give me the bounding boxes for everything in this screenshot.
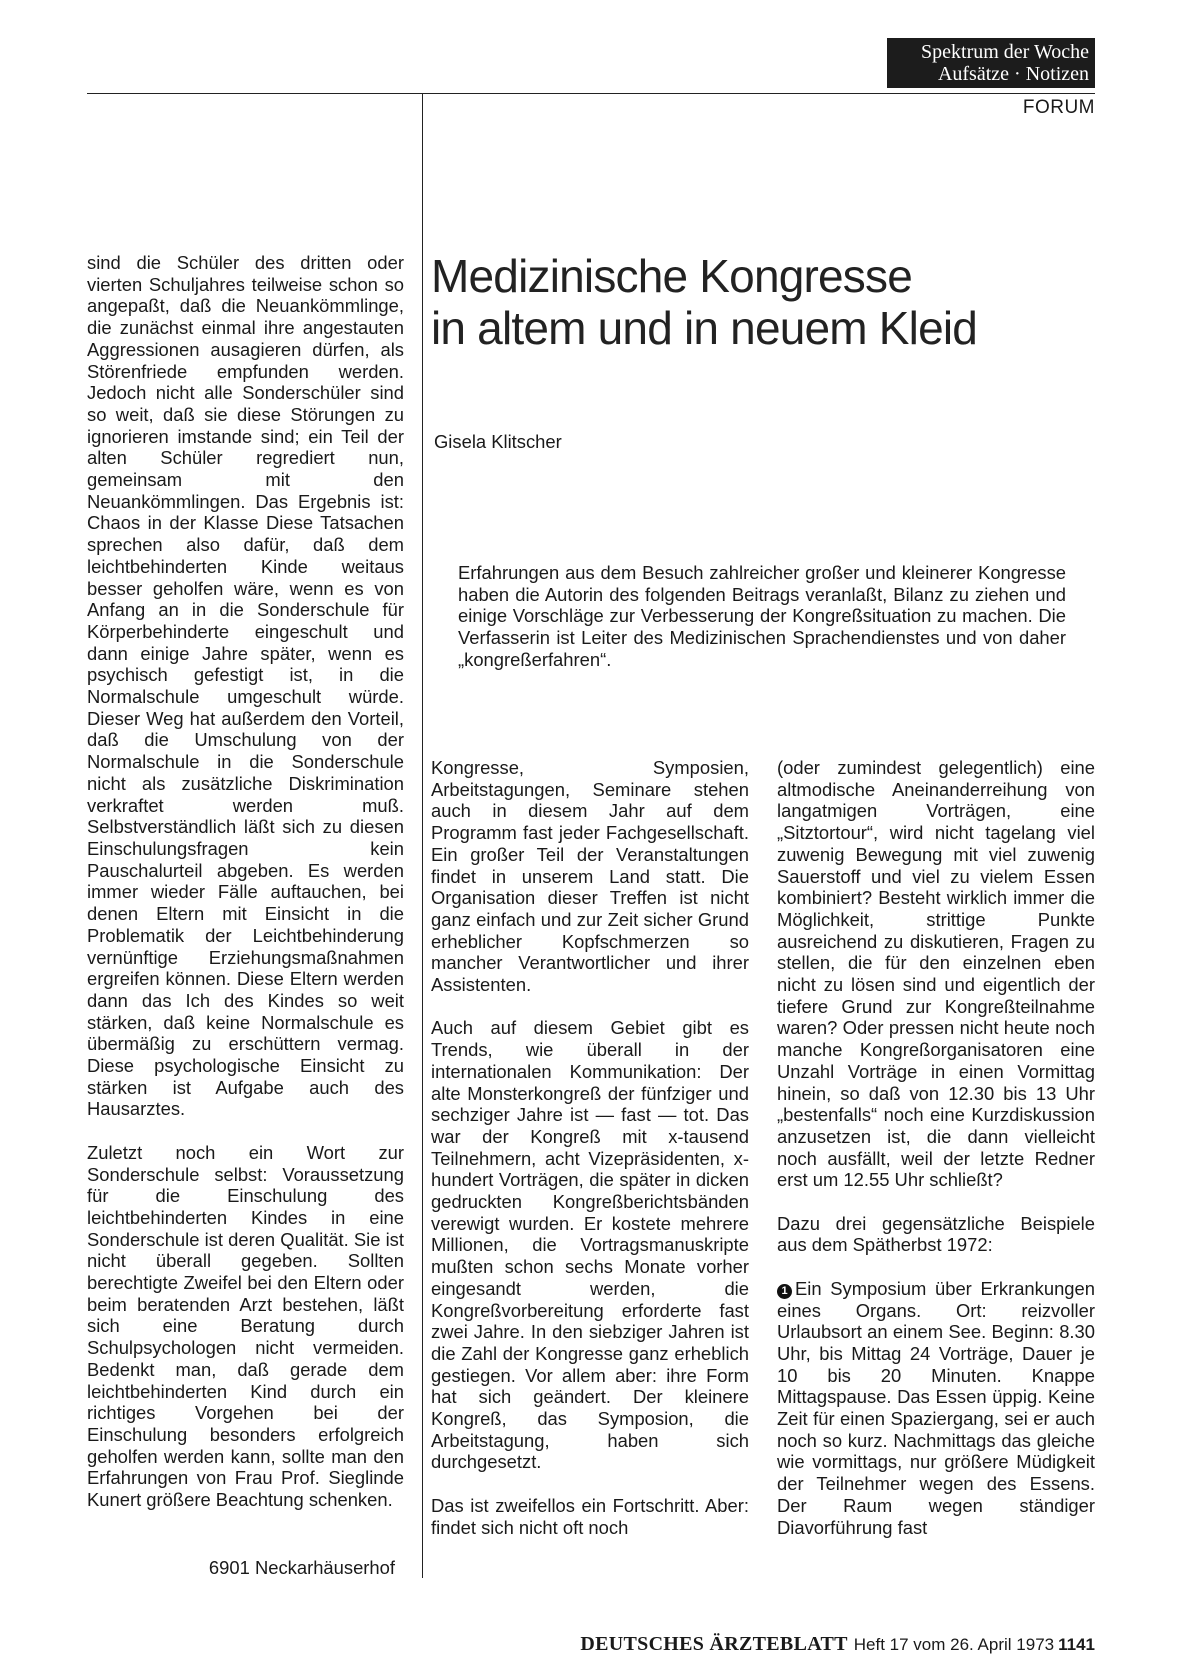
example-paragraph [777, 1278, 1095, 1538]
page-footer [483, 1633, 1095, 1656]
right-paragraph-1: (oder zumindest gelegentlich) eine altmodische Aneinanderreihung von langatmigen Vorträgen, eine „Sitztortour“, wird nicht tagelang viel zuwenig Bewegung mit viel zuwenig Sauerstoff und viel zu vielem Essen kombiniert? Besteht wirklich immer die Möglichkeit, strittige Punkte ausreichend zu diskutieren, Fragen zu stellen, die für den einzelnen eben nicht zu lösen sind und eigentlich der tiefere Grund zur Kongreßteilnahme waren? Oder pressen nicht heute noch manche Kongreßorganisatoren eine Unzahl Vorträge in einen Vormittag hinein, so daß von 12.30 bis 13 Uhr „bestenfalls“ noch eine Kurzdiskussion anzusetzen ist, die dann vielleicht noch ausfällt, weil der letzte Redner erst um 12.55 Uhr schließt? [777, 757, 1095, 1191]
article-title-line2: in altem und in neuem Kleid [431, 302, 978, 354]
article-abstract: Erfahrungen aus dem Besuch zahlreicher großer und kleinerer Kongresse haben die Autorin des folgenden Beitrags veranlaßt, Bilanz zu ziehen und einige Vorschläge zur Verbesserung der Kongreßsituation zu machen. Die Verfasserin ist Leiter des Medizinischen Sprachendienstes und von daher „kongreßerfahren“. [458, 562, 1066, 670]
journal-name: DEUTSCHES ÄRZTEBLATT [580, 1633, 848, 1655]
section-badge-line2: Aufsätze · Notizen [937, 63, 1089, 85]
column-divider [422, 93, 423, 1578]
section-badge-line1: Spektrum der Woche [921, 41, 1089, 63]
rubric-label: FORUM [1022, 97, 1095, 118]
middle-paragraph-2: Auch auf diesem Gebiet gibt es Trends, wie überall in der internationalen Kommunikation: Der alte Monsterkongreß der fünfziger und sechziger Jahre ist — fast — tot. Das war der Kongreß mit x-tausend Teilnehmern, acht Vizepräsidenten, x-hundert Vorträgen, die später in dicken gedruckten Kongreßberichtsbänden verewigt wurden. Er kostete mehrere Millionen, die Vortragsmanuskripte mußten schon sechs Monate vorher eingesandt werden, die Kongreßvorbereitung erforderte fast zwei Jahre. In den siebziger Jahren ist die Zahl der Kongresse ganz erheblich gestiegen. Vor allem aber: ihre Form hat sich geändert. Der kleinere Kongreß, das Symposion, die Arbeitstagung, haben sich durchgesetzt. [431, 1017, 749, 1473]
article-title [431, 250, 1071, 354]
issue-info: Heft 17 vom 26. April 1973 [853, 1635, 1055, 1654]
middle-column [431, 757, 749, 1538]
header-rule [87, 93, 1095, 94]
page-number: 1141 [1058, 1635, 1095, 1654]
right-paragraph-2: Dazu drei gegensätzliche Beispiele aus dem Spätherbst 1972: [777, 1212, 1095, 1256]
middle-paragraph-1: Kongresse, Symposien, Arbeitstagungen, Seminare stehen auch in diesem Jahr auf dem Programm fast jeder Fachgesellschaft. Ein großer Teil der Veranstaltungen findet in unserem Land statt. Die Organisation dieser Treffen ist nicht ganz einfach und zur Zeit sicher Grund erheblicher Kopfschmerzen so mancher Verantwortlicher und ihrer Assistenten. [431, 757, 749, 996]
left-paragraph-2: Zuletzt noch ein Wort zur Sonderschule selbst: Voraussetzung für die Einschulung des leichtbehinderten Kindes in eine Sonderschule ist deren Qualität. Sie ist nicht überall gegeben. Sollten berechtigte Zweifel bei den Eltern oder beim beratenden Arzt bestehen, läßt sich eine Beratung durch Schulpsychologen nicht vermeiden. Bedenkt man, daß gerade dem leichtbehinderten Kind durch ein richtiges Vorgehen bei der Einschulung besonders erfolgreich geholfen werden kann, sollte man den Erfahrungen von Frau Prof. Sieglinde Kunert größere Beachtung schenken. [87, 1141, 404, 1511]
article-author: Gisela Klitscher [434, 431, 562, 452]
middle-paragraph-3: Das ist zweifellos ein Fortschritt. Aber: findet sich nicht oft noch [431, 1494, 749, 1538]
right-column [777, 757, 1095, 1538]
section-badge [887, 38, 1095, 88]
article-title-line1: Medizinische Kongresse [431, 250, 912, 302]
left-paragraph-1: sind die Schüler des dritten oder vierten Schuljahres teilweise schon so angepaßt, daß die Neuankömmlinge, die zunächst einmal ihre angestauten Aggressionen ausagieren dürfen, als Störenfriede empfunden werden. Jedoch nicht alle Sonderschüler sind so weit, daß sie diese Störungen zu ignorieren imstande sind; ein Teil der alten Schüler regrediert nun, gemeinsam mit den Neuankömmlingen. Das Ergebnis ist: Chaos in der Klasse Diese Tatsachen sprechen also dafür, daß dem leichtbehinderten Kinde weitaus besser geholfen wäre, wenn es von Anfang an in die Sonderschule für Körperbehinderte eingeschult und dann einige Jahre später, wenn es psychisch gefestigt ist, in die Normalschule umgeschult würde. Dieser Weg hat außerdem den Vorteil, daß die Umschulung von der Normalschule in die Sonderschule nicht als zusätzliche Diskrimination verkraftet werden muß. Selbstverständlich läßt sich zu diesen Einschulungsfragen kein Pauschalurteil abgeben. Es werden immer wieder Fälle auftauchen, bei denen Eltern mit Einsicht in die Problematik der Leichtbehinderung vernünftige Erziehungsmaßnahmen ergreifen können. Diese Eltern werden dann das Ich des Kindes so weit stärken, daß keine Normalschule es übermäßig zu erschüttern vermag. Diese psychologische Einsicht zu stärken ist Aufgabe auch des Hausarztes. [87, 252, 404, 1120]
article-signoff: 6901 Neckarhäuserhof [208, 1557, 395, 1578]
example-number-icon: 1 [777, 1284, 792, 1299]
left-column [87, 252, 404, 1511]
example-text: Ein Symposium über Erkrankungen eines Organs. Ort: reizvoller Urlaubsort an einem See. Beginn: 8.30 Uhr, bis Mittag 24 Vorträge, Dauer je 10 bis 20 Minuten. Knappe Mittagspause. Das Essen üppig. Keine Zeit für einen Spaziergang, sei er auch noch so kurz. Nachmittags das gleiche wie vormittags, nur größere Müdigkeit der Teilnehmer wegen des Essens. Der Raum wegen ständiger Diavorführung fast [777, 1277, 1095, 1538]
